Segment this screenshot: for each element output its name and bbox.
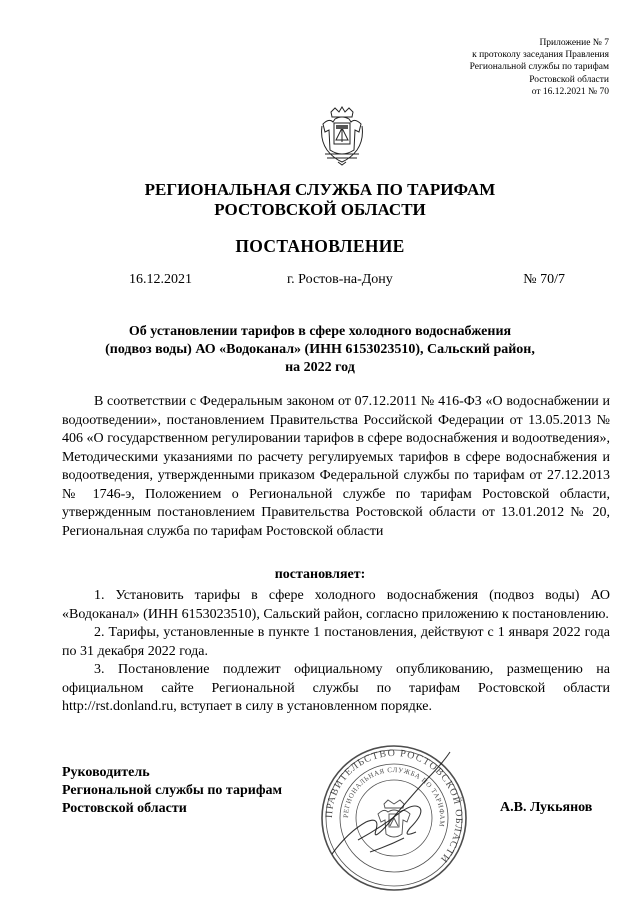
signer-title bbox=[62, 764, 282, 818]
annex-line: от 16.12.2021 № 70 bbox=[531, 86, 609, 97]
organization-name-line2: РОСТОВСКОЙ ОБЛАСТИ bbox=[214, 200, 426, 219]
document-date: 16.12.2021 bbox=[129, 272, 192, 287]
document-type: ПОСТАНОВЛЕНИЕ bbox=[235, 236, 405, 256]
signer-title-line: Руководитель bbox=[62, 765, 150, 780]
subject-line: Об установлении тарифов в сфере холодного водоснабжения bbox=[128, 324, 512, 339]
signer-title-line: Региональной службы по тарифам bbox=[62, 783, 283, 798]
organization-name-line1: РЕГИОНАЛЬНАЯ СЛУЖБА ПО ТАРИФАМ bbox=[144, 180, 496, 199]
subject-line: (подвоз воды) АО «Водоканал» (ИНН 6153023510), Сальский район, bbox=[105, 342, 535, 357]
annex-line: к протоколу заседания Правления bbox=[472, 50, 609, 61]
resolution-item: 3. Постановление подлежит официальному опубликованию, размещению на официальном сайте Региональной службы по тарифам Ростовской области http://rst.donland.ru, вступает в силу в установленном порядке. bbox=[62, 662, 610, 714]
preamble-paragraph: В соответствии с Федеральным законом от 07.12.2011 № 416-ФЗ «О водоснабжении и водоотведении», постановлением Правительства Российской Федерации от 13.05.2013 № 406 «О государственном регулировании тарифов в сфере водоснабжения и водоотведения», Методическими указаниями по расчету регулируемых тарифов в сфере водоснабжения и водоотведения, утвержденными приказом Федеральной службы по тарифам от 27.12.2013 № 1746-э, Положением о Региональной службе по тарифам Ростовской области, утвержденным постановлением Правительства Ростовской области от 13.01.2012 № 20, Региональная служба по тарифам Ростовской области bbox=[62, 394, 610, 539]
signer-title-line: Ростовской области bbox=[62, 801, 187, 816]
annex-line: Ростовской области bbox=[529, 74, 609, 85]
signer-name: А.В. Лукьянов bbox=[500, 800, 593, 815]
resolves-heading: постановляет: bbox=[274, 567, 366, 582]
seal-inner-text: РЕГИОНАЛЬНАЯ СЛУЖБА ПО ТАРИФАМ bbox=[341, 765, 447, 828]
annex-line: Региональной службы по тарифам bbox=[469, 62, 609, 73]
seal-outer-text: ПРАВИТЕЛЬСТВО РОСТОВСКОЙ ОБЛАСТИ bbox=[323, 747, 465, 866]
resolution-item: 2. Тарифы, установленные в пункте 1 постановления, действуют с 1 января 2022 года по 31 декабря 2022 года. bbox=[62, 625, 610, 659]
resolution-items bbox=[62, 587, 610, 717]
annex-line: Приложение № 7 bbox=[539, 38, 609, 48]
document-place: г. Ростов-на-Дону bbox=[287, 272, 393, 287]
resolution-item: 1. Установить тарифы в сфере холодного водоснабжения (подвоз воды) АО «Водоканал» (ИНН 6153023510), Сальский район, согласно приложению к постановлению. bbox=[62, 588, 610, 622]
seal-emblem-icon bbox=[378, 800, 410, 837]
coat-of-arms-icon bbox=[319, 106, 365, 166]
document-number: № 70/7 bbox=[523, 272, 565, 287]
annex-reference bbox=[369, 37, 609, 98]
document-subject bbox=[0, 323, 640, 377]
organization-name bbox=[0, 180, 640, 220]
subject-line: на 2022 год bbox=[285, 360, 355, 375]
official-seal-stamp bbox=[318, 742, 470, 894]
